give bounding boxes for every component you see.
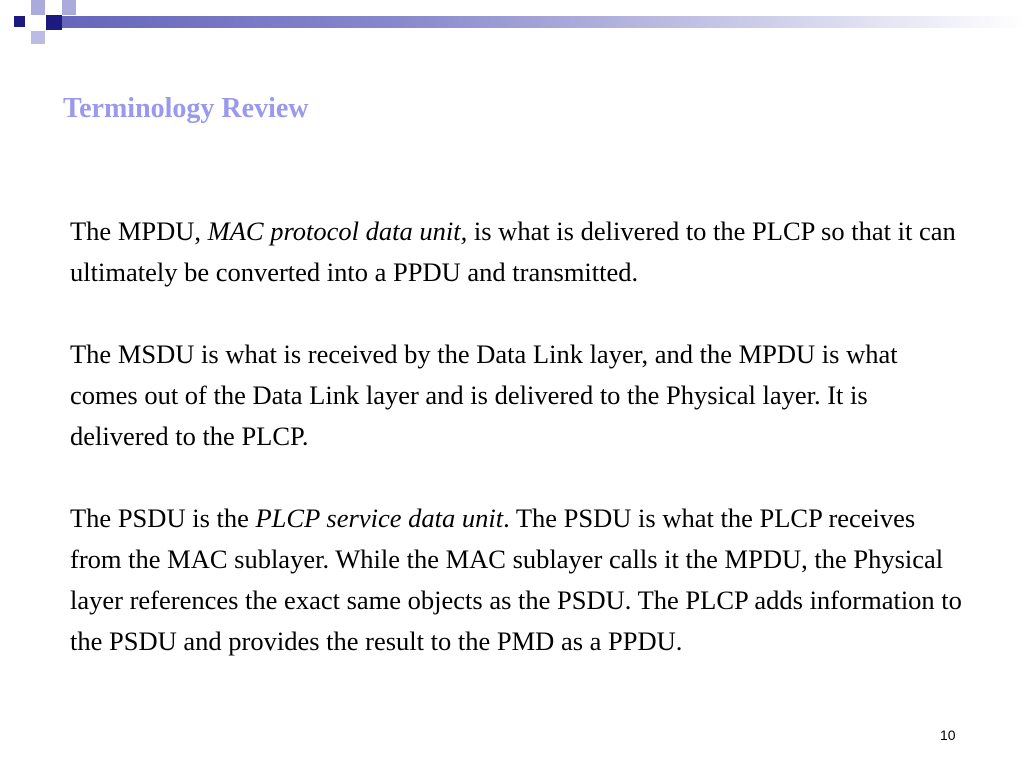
paragraph-mpdu-end: is what is delivered to the PLCP so that it can ultimately be converted into a PPDU and transmitted. (70, 216, 956, 287)
slide-body (70, 211, 970, 662)
header-gradient-bar (62, 16, 1024, 28)
deco-square-dark-small (14, 16, 25, 27)
deco-square-light-top (31, 0, 45, 15)
paragraph-mpdu-start: The MPDU, (70, 216, 208, 246)
paragraph-msdu-text: The MSDU is what is received by the Data Link layer, and the MPDU is what comes out of the Data Link layer and is delivered to the Physical layer. It is delivered to the PLCP. (70, 339, 898, 451)
header-decoration (0, 0, 1024, 64)
paragraph-mpdu (70, 211, 970, 293)
deco-square-light-topright (62, 0, 76, 15)
paragraph-mpdu-italic: MAC protocol data unit, (207, 216, 468, 246)
paragraph-psdu (70, 498, 970, 662)
deco-square-light-bottom (31, 31, 45, 44)
paragraph-psdu-end: . The PSDU is what the PLCP receives from the MAC sublayer. While the MAC sublayer calls it the MPDU, the Physical layer references the exact same objects as the PSDU. The PLCP adds information to the PSDU and provides the result to the PMD as a PPDU. (70, 503, 962, 656)
paragraph-psdu-italic: PLCP service data unit (255, 503, 504, 533)
paragraph-psdu-start: The PSDU is the (70, 503, 256, 533)
page-number: 10 (940, 727, 956, 743)
slide-title: Terminology Review (63, 93, 309, 124)
paragraph-msdu (70, 334, 970, 457)
deco-square-dark-mid (46, 15, 62, 30)
